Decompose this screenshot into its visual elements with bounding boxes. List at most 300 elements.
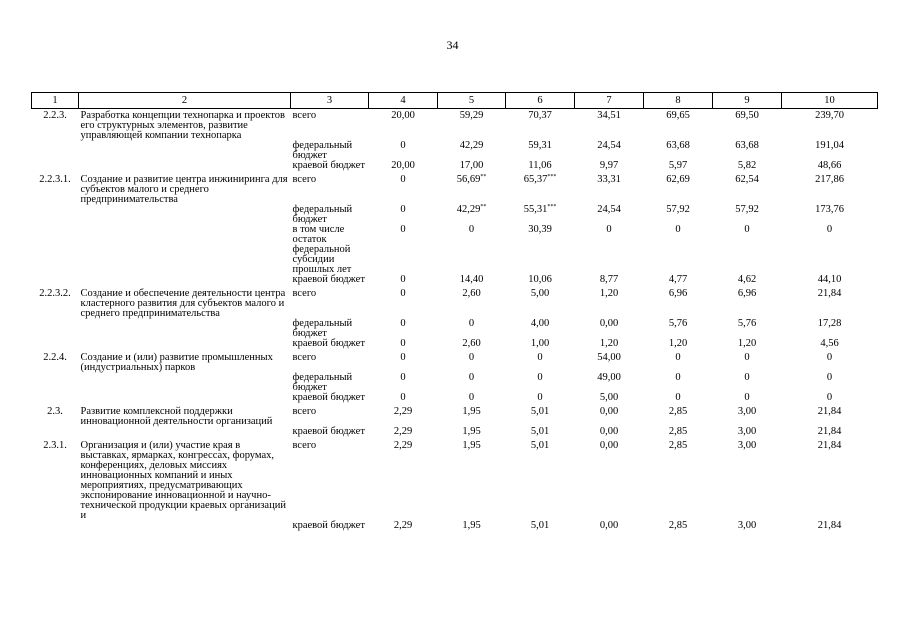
value-cell (575, 427, 644, 437)
value: 48,66 (817, 160, 842, 171)
value-cell (369, 427, 438, 437)
funding-source: всего (292, 174, 317, 185)
value: 0 (826, 372, 833, 383)
value: 1,20 (737, 338, 757, 349)
value-cell (782, 427, 878, 437)
column-header: 10 (782, 93, 878, 109)
row-code (32, 275, 79, 285)
value-cell (644, 161, 713, 171)
value: 1,20 (668, 338, 688, 349)
row-name (79, 161, 291, 171)
value: 2,29 (393, 426, 413, 437)
value-cell (438, 275, 506, 285)
value: 3,00 (737, 426, 757, 437)
value-cell (438, 373, 506, 393)
row-name (79, 427, 291, 437)
table-row (32, 319, 878, 339)
value: 0 (468, 392, 475, 403)
value: 2,60 (462, 288, 481, 299)
table-row (32, 349, 878, 373)
footnote-mark: ** (480, 174, 487, 180)
row-code (32, 427, 79, 437)
value: 2,29 (393, 406, 413, 417)
row-code (32, 393, 79, 403)
row-name (79, 205, 291, 225)
value-cell (713, 141, 782, 161)
value: 70,37 (528, 110, 552, 121)
value: 54,00 (597, 352, 621, 363)
value-cell (782, 225, 878, 275)
value: 6,96 (668, 288, 688, 299)
value: 0 (400, 352, 406, 363)
row-code (32, 141, 79, 161)
value: 1,95 (462, 426, 481, 437)
value-cell (369, 349, 438, 373)
value: 0 (400, 174, 406, 185)
value: 5,82 (737, 160, 757, 171)
value-cell (782, 161, 878, 171)
value-cell (644, 109, 713, 142)
value-cell (713, 161, 782, 171)
value: 3,00 (737, 406, 757, 417)
table-row (32, 141, 878, 161)
value-cell (506, 109, 575, 142)
value-cell (438, 109, 506, 142)
value: 20,00 (391, 160, 415, 171)
column-header: 5 (438, 93, 506, 109)
value-cell (438, 349, 506, 373)
table-row (32, 205, 878, 225)
value-cell (644, 349, 713, 373)
value-cell (575, 141, 644, 161)
funding-source: всего (292, 352, 317, 363)
row-code: 2.2.3.2. (39, 288, 71, 299)
value: 33,31 (597, 174, 621, 185)
funding-source: федеральный бюджет (292, 204, 353, 225)
value-cell (782, 285, 878, 319)
value: 2,29 (393, 440, 413, 451)
value-cell (644, 521, 713, 531)
value: 0 (826, 224, 833, 235)
funding-source: краевой бюджет (292, 520, 365, 531)
value: 14,40 (459, 274, 484, 285)
value: 17,00 (459, 160, 484, 171)
value-cell (506, 205, 575, 225)
value: 20,00 (391, 110, 415, 121)
value: 2,85 (668, 426, 688, 437)
value-cell (713, 403, 782, 427)
funding-source: всего (292, 110, 317, 121)
value-cell (369, 437, 438, 521)
value: 8,77 (599, 274, 619, 285)
value: 5,01 (530, 406, 550, 417)
table-row (32, 275, 878, 285)
value: 0,00 (599, 318, 619, 329)
column-header: 1 (32, 93, 79, 109)
table-row (32, 373, 878, 393)
value: 0 (468, 318, 475, 329)
value-cell (644, 437, 713, 521)
table-row (32, 403, 878, 427)
value-cell (575, 161, 644, 171)
value-cell (782, 403, 878, 427)
value: 5,01 (530, 426, 550, 437)
value-cell (782, 275, 878, 285)
value: 0 (537, 392, 543, 403)
funding-source: федеральный бюджет (292, 318, 353, 339)
value-cell (713, 339, 782, 349)
column-header: 3 (291, 93, 369, 109)
value-cell (438, 437, 506, 521)
row-name: Организация и (или) участие края в выставках, ярмарках, конгрессах, форумах, конференциях, деловых миссиях инновационных компаний и иных мероприятиях, предусматривающих экспонирование инновационной и научно-технической продукции краевых организаций и (80, 440, 286, 521)
funding-source: краевой бюджет (292, 274, 365, 285)
table-row (32, 225, 878, 275)
value-cell (438, 161, 506, 171)
row-code (32, 373, 79, 393)
value-cell (644, 225, 713, 275)
value: 55,31 (523, 204, 548, 215)
value-cell (506, 141, 575, 161)
value-cell (782, 109, 878, 142)
row-code (32, 225, 79, 275)
value: 63,68 (735, 140, 759, 151)
value-cell (506, 437, 575, 521)
value-cell (369, 403, 438, 427)
table-row (32, 427, 878, 437)
value: 21,84 (817, 426, 842, 437)
table-row (32, 393, 878, 403)
row-name (79, 225, 291, 275)
value: 1,00 (530, 338, 550, 349)
value-cell (369, 141, 438, 161)
table-row (32, 437, 878, 521)
value: 0 (744, 372, 750, 383)
row-code: 2.3.1. (43, 440, 67, 451)
value-cell (713, 393, 782, 403)
value: 1,95 (462, 440, 481, 451)
value-cell (644, 373, 713, 393)
value-cell (438, 393, 506, 403)
value: 0 (675, 372, 681, 383)
value: 0 (537, 372, 543, 383)
value: 0 (400, 274, 406, 285)
value: 0 (400, 288, 406, 299)
value-cell (506, 225, 575, 275)
value: 65,37 (523, 174, 548, 185)
column-number-row (32, 93, 878, 109)
value-cell (644, 339, 713, 349)
value: 17,28 (817, 318, 842, 329)
value: 0,00 (599, 406, 619, 417)
value: 21,84 (817, 288, 842, 299)
row-name (79, 141, 291, 161)
value: 1,95 (462, 520, 481, 531)
row-name (79, 521, 291, 531)
column-header: 8 (644, 93, 713, 109)
value-cell (369, 171, 438, 205)
value: 9,97 (599, 160, 619, 171)
value-cell (369, 109, 438, 142)
value-cell (713, 319, 782, 339)
value-cell (369, 285, 438, 319)
value: 57,92 (735, 204, 759, 215)
value: 62,69 (666, 174, 690, 185)
table-row (32, 521, 878, 531)
value-cell (438, 171, 506, 205)
row-name: Развитие комплексной поддержки инновационной деятельности организаций (80, 406, 273, 427)
value-cell (782, 171, 878, 205)
value: 0 (400, 338, 406, 349)
value: 2,60 (462, 338, 481, 349)
value-cell (782, 393, 878, 403)
value-cell (438, 427, 506, 437)
value: 1,20 (599, 338, 619, 349)
value: 2,85 (668, 406, 688, 417)
value-cell (575, 393, 644, 403)
value-cell (438, 141, 506, 161)
value-cell (782, 521, 878, 531)
value-cell (506, 373, 575, 393)
value-cell (575, 225, 644, 275)
row-name (79, 339, 291, 349)
value: 217,86 (815, 174, 844, 185)
value-cell (369, 161, 438, 171)
value-cell (506, 339, 575, 349)
value-cell (438, 225, 506, 275)
value-cell (369, 319, 438, 339)
funding-source: федеральный бюджет (292, 372, 353, 393)
value-cell (506, 521, 575, 531)
value: 0,00 (599, 520, 619, 531)
value-cell (369, 393, 438, 403)
value: 0 (744, 352, 750, 363)
value-cell (713, 171, 782, 205)
row-name: Разработка концепции технопарка и проектов его структурных элементов, развитие управляющей компании технопарка (80, 110, 285, 141)
value-cell (575, 109, 644, 142)
value-cell (713, 437, 782, 521)
value-cell (369, 205, 438, 225)
value-cell (438, 403, 506, 427)
funding-source: краевой бюджет (292, 338, 365, 349)
value: 0 (400, 372, 406, 383)
value-cell (644, 427, 713, 437)
value: 59,29 (459, 110, 484, 121)
row-code: 2.3. (47, 406, 63, 417)
value: 0 (468, 224, 475, 235)
value: 0 (826, 392, 833, 403)
value-cell (713, 349, 782, 373)
value-cell (644, 393, 713, 403)
column-header: 6 (506, 93, 575, 109)
value: 191,04 (815, 140, 844, 151)
row-name (79, 319, 291, 339)
value-cell (782, 141, 878, 161)
row-code (32, 319, 79, 339)
row-name (79, 393, 291, 403)
value-cell (713, 285, 782, 319)
row-name (79, 373, 291, 393)
value-cell (713, 521, 782, 531)
table-row (32, 161, 878, 171)
funding-source: в том числе остаток федеральной субсидии прошлых лет (292, 224, 352, 275)
footnote-mark: ** (480, 204, 487, 210)
value: 24,54 (597, 204, 621, 215)
value-cell (575, 205, 644, 225)
value: 239,70 (815, 110, 844, 121)
value: 2,85 (668, 440, 688, 451)
value-cell (644, 403, 713, 427)
value-cell (438, 205, 506, 225)
funding-source: федеральный бюджет (292, 140, 353, 161)
value: 24,54 (597, 140, 621, 151)
value: 0 (400, 140, 406, 151)
value-cell (506, 319, 575, 339)
row-code: 2.2.4. (43, 352, 67, 363)
value: 0 (400, 392, 406, 403)
table-row (32, 339, 878, 349)
footnote-mark: *** (547, 204, 557, 210)
value-cell (575, 521, 644, 531)
value: 0 (675, 392, 681, 403)
value-cell (644, 205, 713, 225)
value-cell (438, 285, 506, 319)
value: 69,50 (735, 110, 759, 121)
column-header: 9 (713, 93, 782, 109)
value: 5,76 (668, 318, 688, 329)
value: 1,95 (462, 406, 481, 417)
value-cell (644, 141, 713, 161)
value-cell (713, 275, 782, 285)
value: 0 (675, 352, 681, 363)
value-cell (644, 285, 713, 319)
funding-source: краевой бюджет (292, 392, 365, 403)
value-cell (369, 373, 438, 393)
value: 0 (400, 318, 406, 329)
value: 0 (744, 224, 750, 235)
row-code (32, 161, 79, 171)
value: 0 (537, 352, 543, 363)
value-cell (506, 349, 575, 373)
value: 56,69 (456, 174, 481, 185)
value: 0 (400, 204, 406, 215)
table-row (32, 285, 878, 319)
value: 5,01 (530, 520, 550, 531)
value: 0,00 (599, 426, 619, 437)
value-cell (713, 427, 782, 437)
value-cell (575, 285, 644, 319)
value-cell (575, 437, 644, 521)
value: 0 (468, 352, 475, 363)
value-cell (575, 349, 644, 373)
value-cell (506, 285, 575, 319)
value: 0,00 (599, 440, 619, 451)
value: 34,51 (597, 110, 621, 121)
row-code (32, 205, 79, 225)
funding-source: краевой бюджет (292, 426, 365, 437)
value: 21,84 (817, 440, 842, 451)
row-name (79, 275, 291, 285)
row-code (32, 339, 79, 349)
value: 62,54 (735, 174, 759, 185)
value: 5,00 (530, 288, 550, 299)
value: 11,06 (528, 160, 552, 171)
budget-table (31, 92, 878, 531)
value: 21,84 (817, 520, 842, 531)
value: 42,29 (456, 204, 481, 215)
value: 30,39 (528, 224, 552, 235)
value-cell (369, 521, 438, 531)
row-name: Создание и обеспечение деятельности центра кластерного развития для субъектов малого и среднего предпринимательства (80, 288, 286, 319)
value-cell (369, 225, 438, 275)
column-header: 2 (79, 93, 291, 109)
value-cell (644, 275, 713, 285)
value: 4,77 (668, 274, 688, 285)
value: 6,96 (737, 288, 757, 299)
value-cell (438, 339, 506, 349)
value-cell (506, 393, 575, 403)
row-name: Создание и развитие центра инжиниринга для субъектов малого и среднего предпринимательства (80, 174, 288, 205)
value: 44,10 (817, 274, 842, 285)
value: 49,00 (597, 372, 621, 383)
value-cell (782, 339, 878, 349)
value: 63,68 (666, 140, 690, 151)
value: 21,84 (817, 406, 842, 417)
value: 1,20 (599, 288, 619, 299)
value: 0 (826, 352, 833, 363)
value-cell (506, 427, 575, 437)
value: 0 (468, 372, 475, 383)
value: 3,00 (737, 440, 757, 451)
value-cell (644, 319, 713, 339)
value: 0 (675, 224, 681, 235)
page-number: 34 (446, 38, 459, 52)
value-cell (782, 349, 878, 373)
value: 2,85 (668, 520, 688, 531)
funding-source: всего (292, 288, 317, 299)
value-cell (438, 319, 506, 339)
value: 5,76 (737, 318, 757, 329)
funding-source: всего (292, 406, 317, 417)
value: 4,00 (530, 318, 550, 329)
value-cell (506, 161, 575, 171)
value-cell (575, 373, 644, 393)
row-code: 2.2.3. (43, 110, 67, 121)
value: 5,01 (530, 440, 550, 451)
value: 69,65 (666, 110, 690, 121)
value: 4,62 (737, 274, 757, 285)
value-cell (575, 171, 644, 205)
value-cell (713, 205, 782, 225)
value: 57,92 (666, 204, 690, 215)
value-cell (438, 521, 506, 531)
value-cell (713, 373, 782, 393)
value-cell (506, 171, 575, 205)
row-name: Создание и (или) развитие промышленных (индустриальных) парков (80, 352, 273, 373)
value-cell (575, 403, 644, 427)
value-cell (782, 319, 878, 339)
funding-source: краевой бюджет (292, 160, 365, 171)
value-cell (782, 205, 878, 225)
value: 0 (744, 392, 750, 403)
value: 42,29 (459, 140, 484, 151)
value-cell (644, 171, 713, 205)
value-cell (713, 109, 782, 142)
value: 59,31 (528, 140, 552, 151)
row-code: 2.2.3.1. (39, 174, 71, 185)
value-cell (575, 275, 644, 285)
value-cell (506, 403, 575, 427)
funding-source: всего (292, 440, 317, 451)
